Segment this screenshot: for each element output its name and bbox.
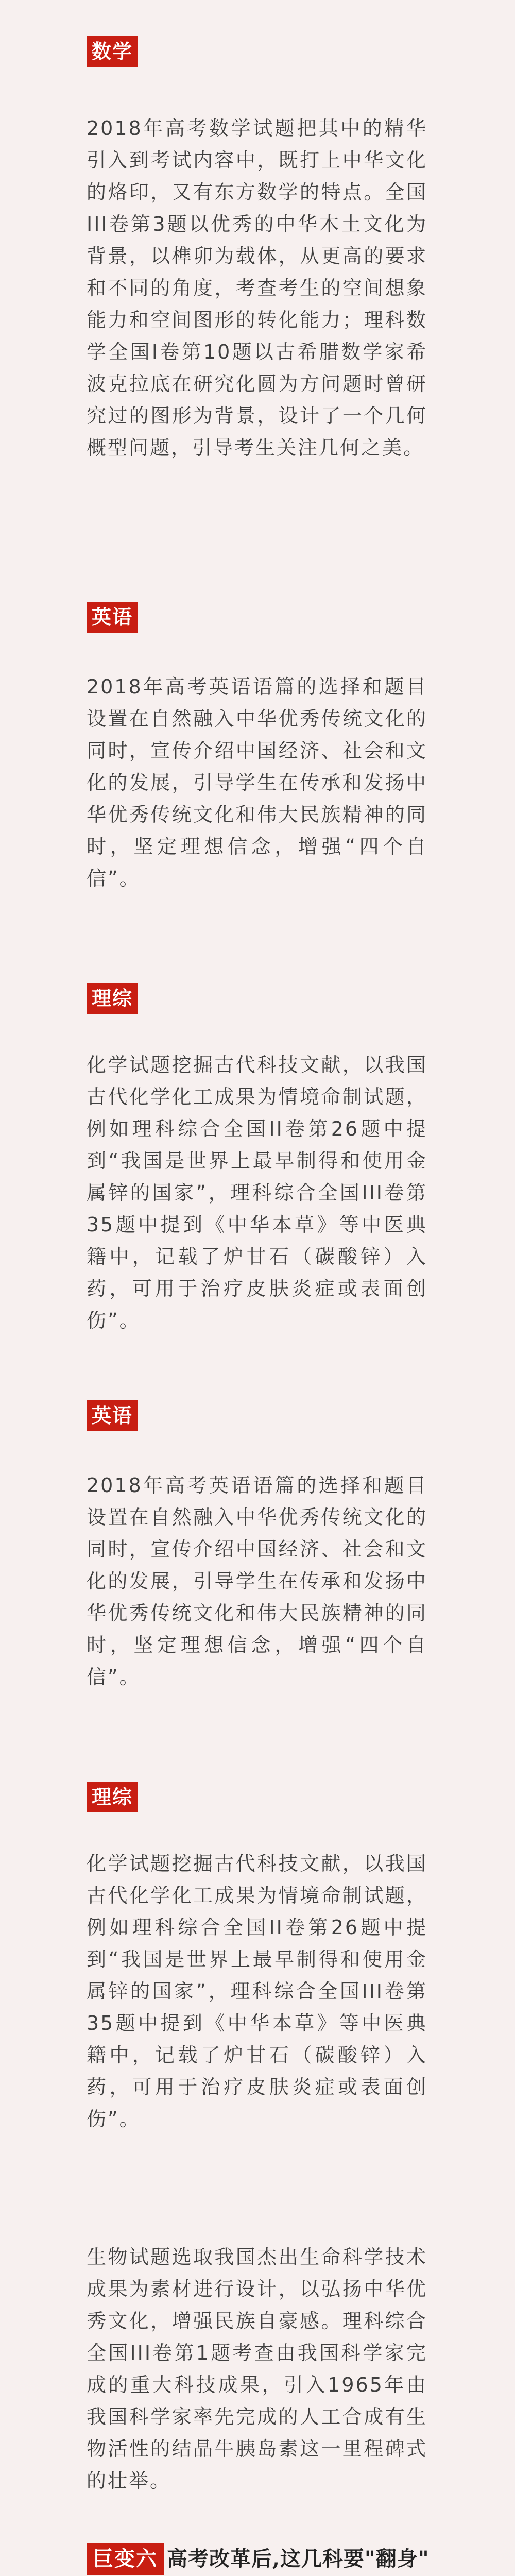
section-header-badge: 巨变六 xyxy=(87,2543,164,2575)
section-header-title: 高考改革后,这几科要"翻身" xyxy=(167,2547,430,2571)
section-header-change-six xyxy=(87,2543,430,2575)
section-tag-english-2: 英语 xyxy=(87,1400,138,1431)
section-tag-science: 理综 xyxy=(87,983,138,1014)
paragraph-english-2: 2018年高考英语语篇的选择和题目设置在自然融入中华优秀传统文化的同时，宣传介绍中国经济、社会和文化的发展，引导学生在传承和发扬中华优秀传统文化和伟大民族精神的同时，坚定理想信念，增强“四个自信”。 xyxy=(87,1474,427,1688)
paragraph-biology: 生物试题选取我国杰出生命科学技术成果为素材进行设计，以弘扬中华优秀文化，增强民族自豪感。理科综合全国III卷第1题考查由我国科学家完成的重大科技成果，引入1965年由我国科学家率先完成的人工合成有生物活性的结晶牛胰岛素这一里程碑式的壮举。 xyxy=(87,2246,427,2492)
section-tag-math: 数学 xyxy=(87,36,138,67)
paragraph-english: 2018年高考英语语篇的选择和题目设置在自然融入中华优秀传统文化的同时，宣传介绍中国经济、社会和文化的发展，引导学生在传承和发扬中华优秀传统文化和伟大民族精神的同时，坚定理想信念，增强“四个自信”。 xyxy=(87,675,427,890)
section-tag-science-2: 理综 xyxy=(87,1782,138,1812)
section-tag-english: 英语 xyxy=(87,602,138,633)
paragraph-math: 2018年高考数学试题把其中的精华引入到考试内容中，既打上中华文化的烙印，又有东方数学的特点。全国III卷第3题以优秀的中华木土文化为背景，以榫卯为载体，从更高的要求和不同的角度，考查考生的空间想象能力和空间图形的转化能力；理科数学全国I卷第10题以古希腊数学家希波克拉底在研究化圆为方问题时曾研究过的图形为背景，设计了一个几何概型问题，引导考生关注几何之美。 xyxy=(87,117,427,459)
paragraph-science-2: 化学试题挖掘古代科技文献，以我国古代化学化工成果为情境命制试题，例如理科综合全国II卷第26题中提到“我国是世界上最早制得和使用金属锌的国家”，理科综合全国III卷第35题中提到《中华本草》等中医典籍中，记载了炉甘石（碳酸锌）入药，可用于治疗皮肤炎症或表面创伤”。 xyxy=(87,1852,427,2130)
paragraph-science: 化学试题挖掘古代科技文献，以我国古代化学化工成果为情境命制试题，例如理科综合全国II卷第26题中提到“我国是世界上最早制得和使用金属锌的国家”，理科综合全国III卷第35题中提到《中华本草》等中医典籍中，记载了炉甘石（碳酸锌）入药，可用于治疗皮肤炎症或表面创伤”。 xyxy=(87,1054,427,1332)
